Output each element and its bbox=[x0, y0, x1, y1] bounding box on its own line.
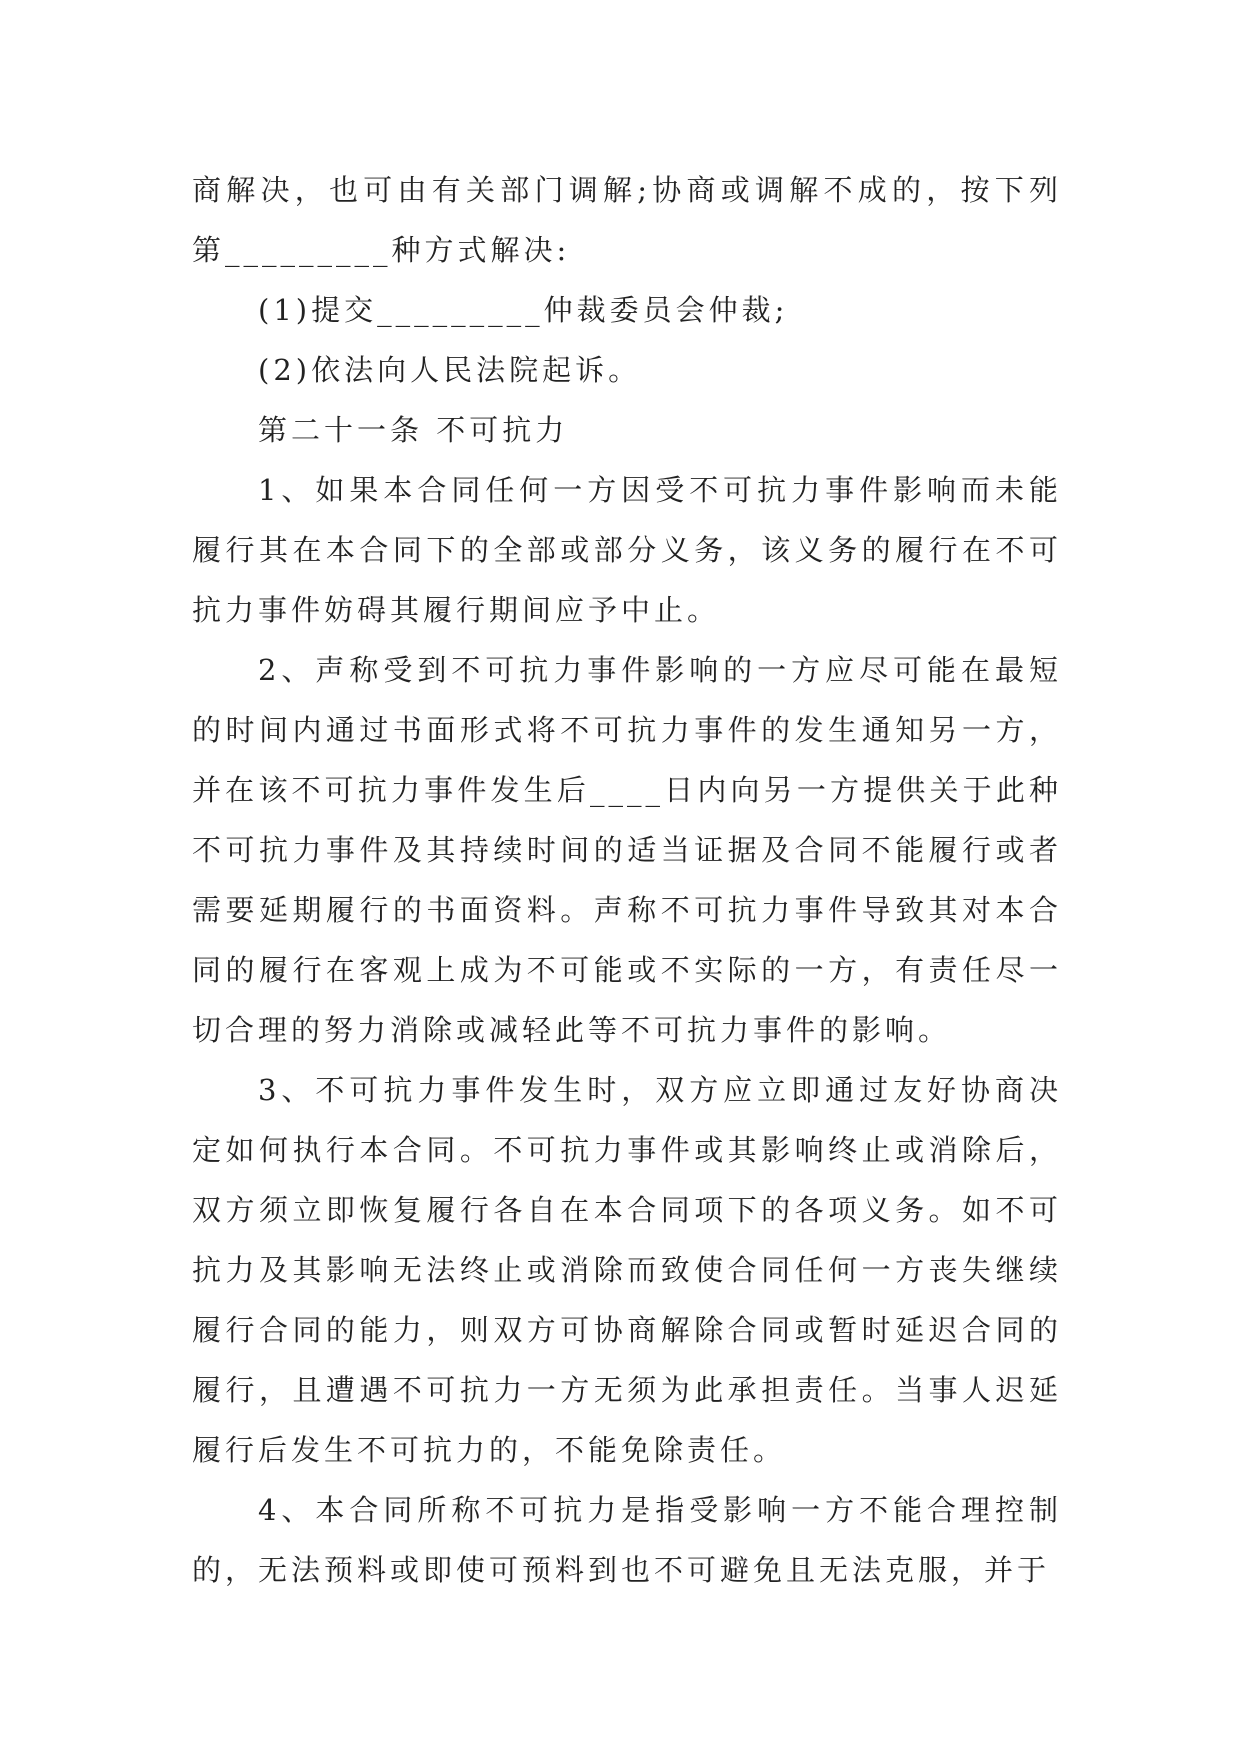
paragraph-dispute-resolution: 商解决，也可由有关部门调解;协商或调解不成的，按下列第_________种方式解决: bbox=[192, 173, 1062, 267]
document-body bbox=[192, 160, 1062, 1600]
paragraph-option-arbitration: (1)提交_________仲裁委员会仲裁; bbox=[258, 293, 789, 327]
article-21-heading: 第二十一条 不可抗力 bbox=[258, 413, 569, 447]
paragraph-option-litigation: (2)依法向人民法院起诉。 bbox=[258, 353, 642, 387]
paragraph-force-majeure-1: 1、如果本合同任何一方因受不可抗力事件影响而未能履行其在本合同下的全部或部分义务，该义务的履行在不可抗力事件妨碍其履行期间应予中止。 bbox=[192, 473, 1062, 627]
paragraph-force-majeure-2: 2、声称受到不可抗力事件影响的一方应尽可能在最短的时间内通过书面形式将不可抗力事件的发生通知另一方，并在该不可抗力事件发生后____日内向另一方提供关于此种不可抗力事件及其持续时间的适当证据及合同不能履行或者需要延期履行的书面资料。声称不可抗力事件导致其对本合同的履行在客观上成为不可能或不实际的一方，有责任尽一切合理的努力消除或减轻此等不可抗力事件的影响。 bbox=[192, 653, 1062, 1047]
paragraph-force-majeure-4: 4、本合同所称不可抗力是指受影响一方不能合理控制的，无法预料或即使可预料到也不可避免且无法克服，并于 bbox=[192, 1493, 1062, 1587]
paragraph-force-majeure-3: 3、不可抗力事件发生时，双方应立即通过友好协商决定如何执行本合同。不可抗力事件或其影响终止或消除后，双方须立即恢复履行各自在本合同项下的各项义务。如不可抗力及其影响无法终止或消除而致使合同任何一方丧失继续履行合同的能力，则双方可协商解除合同或暂时延迟合同的履行，且遭遇不可抗力一方无须为此承担责任。当事人迟延履行后发生不可抗力的，不能免除责任。 bbox=[192, 1073, 1062, 1467]
